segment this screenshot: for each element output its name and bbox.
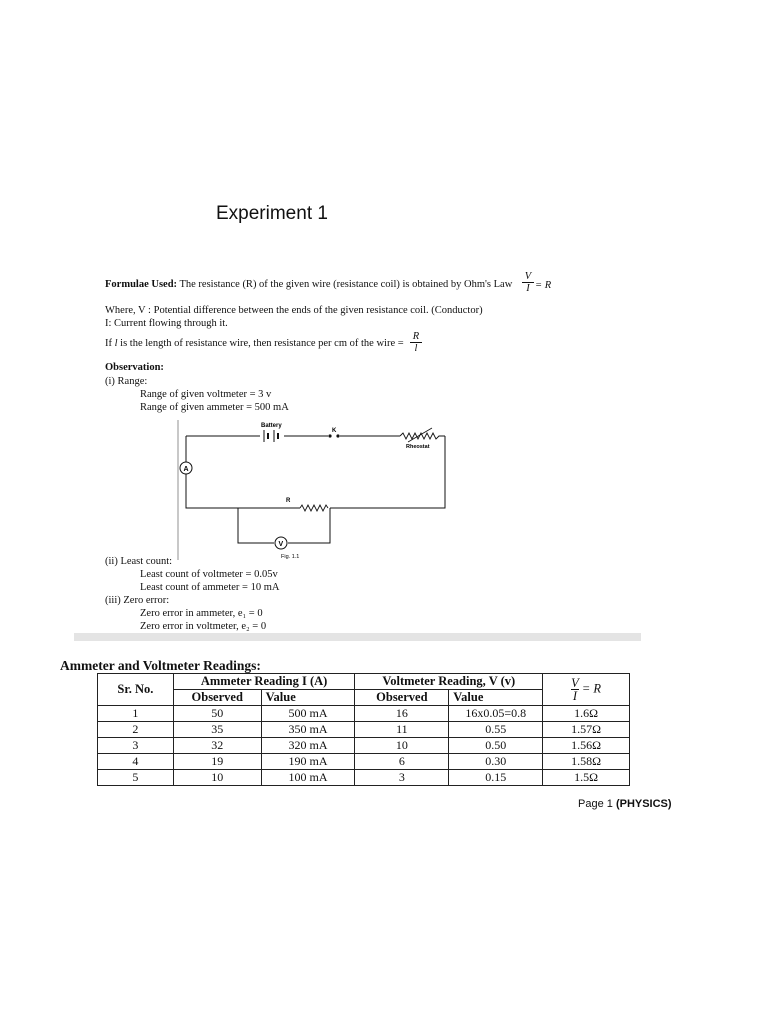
table-title: Ammeter and Voltmeter Readings:: [60, 658, 261, 673]
table-cell: 350 mA: [261, 722, 355, 738]
table-cell: 5: [98, 770, 174, 786]
least-voltmeter: Least count of voltmeter = 0.05v: [140, 569, 278, 580]
table-cell: 50: [173, 706, 261, 722]
voltmeter-value-header: Value: [449, 690, 543, 706]
table-cell: 11: [355, 722, 449, 738]
readings-table: [97, 673, 630, 786]
voltmeter-observed-header: Observed: [355, 690, 449, 706]
table-cell: 1.6Ω: [543, 706, 630, 722]
least-ammeter: Least count of ammeter = 10 mA: [140, 582, 280, 593]
zero-heading: (iii) Zero error:: [105, 595, 170, 606]
ammeter-label: A: [183, 466, 189, 473]
per-cm-text: is the length of resistance wire, then resistance per cm of the wire =: [120, 338, 404, 349]
table-cell: 6: [355, 754, 449, 770]
table-body: [98, 706, 630, 786]
ohm-denominator: I: [522, 282, 534, 294]
zero-voltmeter: Zero error in voltmeter, e₂ = 0: [140, 621, 267, 632]
page-footer: [578, 798, 672, 810]
circuit-diagram: [170, 420, 460, 560]
table-cell: 320 mA: [261, 738, 355, 754]
table-cell: 1.57Ω: [543, 722, 630, 738]
table-cell: 190 mA: [261, 754, 355, 770]
table-row: [98, 738, 630, 754]
ratio-denominator: I: [572, 689, 577, 703]
ohm-numerator: V: [524, 271, 532, 282]
table-cell: 0.15: [449, 770, 543, 786]
page-number: Page 1: [578, 798, 613, 810]
range-heading: (i) Range:: [105, 376, 148, 387]
per-cm-pre: If: [105, 338, 112, 349]
ratio-numerator: V: [571, 676, 579, 690]
ammeter-value-header: Value: [261, 690, 355, 706]
sr-no-header: Sr. No.: [98, 674, 174, 706]
table-cell: 1.58Ω: [543, 754, 630, 770]
where-i: I: Current flowing through it.: [105, 318, 228, 329]
per-cm-denominator: l: [410, 342, 422, 354]
voltmeter-header: Voltmeter Reading, V (v): [355, 674, 543, 690]
table-cell: 32: [173, 738, 261, 754]
table-cell: 4: [98, 754, 174, 770]
formula-label: Formulae Used:: [105, 279, 178, 290]
table-header-row: [98, 674, 630, 690]
table-cell: 500 mA: [261, 706, 355, 722]
table-cell: 3: [98, 738, 174, 754]
ammeter-observed-header: Observed: [173, 690, 261, 706]
zero-ammeter: Zero error in ammeter, e₁ = 0: [140, 608, 263, 619]
table-cell: 1.5Ω: [543, 770, 630, 786]
ohm-fraction: [522, 271, 534, 294]
ammeter-header: Ammeter Reading I (A): [173, 674, 355, 690]
key-label: K: [332, 428, 337, 434]
table-cell: 100 mA: [261, 770, 355, 786]
key-icon: [328, 434, 331, 437]
table-cell: 16x0.05=0.8: [449, 706, 543, 722]
per-cm-l: l: [114, 338, 118, 349]
per-cm-numerator: R: [412, 331, 420, 342]
table-row: [98, 754, 630, 770]
table-row: [98, 770, 630, 786]
battery-icon: [264, 430, 278, 442]
table-cell: 1.56Ω: [543, 738, 630, 754]
table-cell: 16: [355, 706, 449, 722]
table-cell: 10: [173, 770, 261, 786]
where-v: Where, V : Potential difference between the ends of the given resistance coil. (Conductor): [105, 305, 483, 316]
ratio-rhs: = R: [581, 681, 602, 696]
section-divider: [74, 633, 641, 641]
table-cell: 35: [173, 722, 261, 738]
observation-heading: Observation:: [105, 362, 164, 373]
table-row: [98, 722, 630, 738]
range-voltmeter: Range of given voltmeter = 3 v: [140, 389, 272, 400]
table-cell: 1: [98, 706, 174, 722]
formula-text: The resistance (R) of the given wire (resistance coil) is obtained by Ohm's Law: [179, 279, 513, 290]
ohm-rhs: = R: [535, 280, 552, 291]
table-cell: 0.55: [449, 722, 543, 738]
page-title: Experiment 1: [216, 203, 328, 224]
voltmeter-label: V: [278, 541, 284, 548]
per-cm-fraction: [410, 331, 422, 354]
page-subject: (PHYSICS): [615, 798, 672, 810]
formula-line: [105, 279, 512, 291]
table-cell: 0.30: [449, 754, 543, 770]
rheostat-label: Rheostat: [406, 444, 430, 450]
per-cm-line: [105, 338, 404, 350]
table-cell: 19: [173, 754, 261, 770]
resistor-icon: [300, 505, 328, 511]
table-cell: 2: [98, 722, 174, 738]
ratio-header: [543, 674, 630, 706]
table-cell: 3: [355, 770, 449, 786]
resistor-label: R: [286, 498, 291, 504]
range-ammeter: Range of given ammeter = 500 mA: [140, 402, 289, 413]
table-row: [98, 706, 630, 722]
battery-label: Battery: [261, 423, 282, 429]
least-heading: (ii) Least count:: [105, 556, 173, 567]
table-cell: 0.50: [449, 738, 543, 754]
table-cell: 10: [355, 738, 449, 754]
figure-caption: Fig. 1.1: [281, 554, 300, 560]
